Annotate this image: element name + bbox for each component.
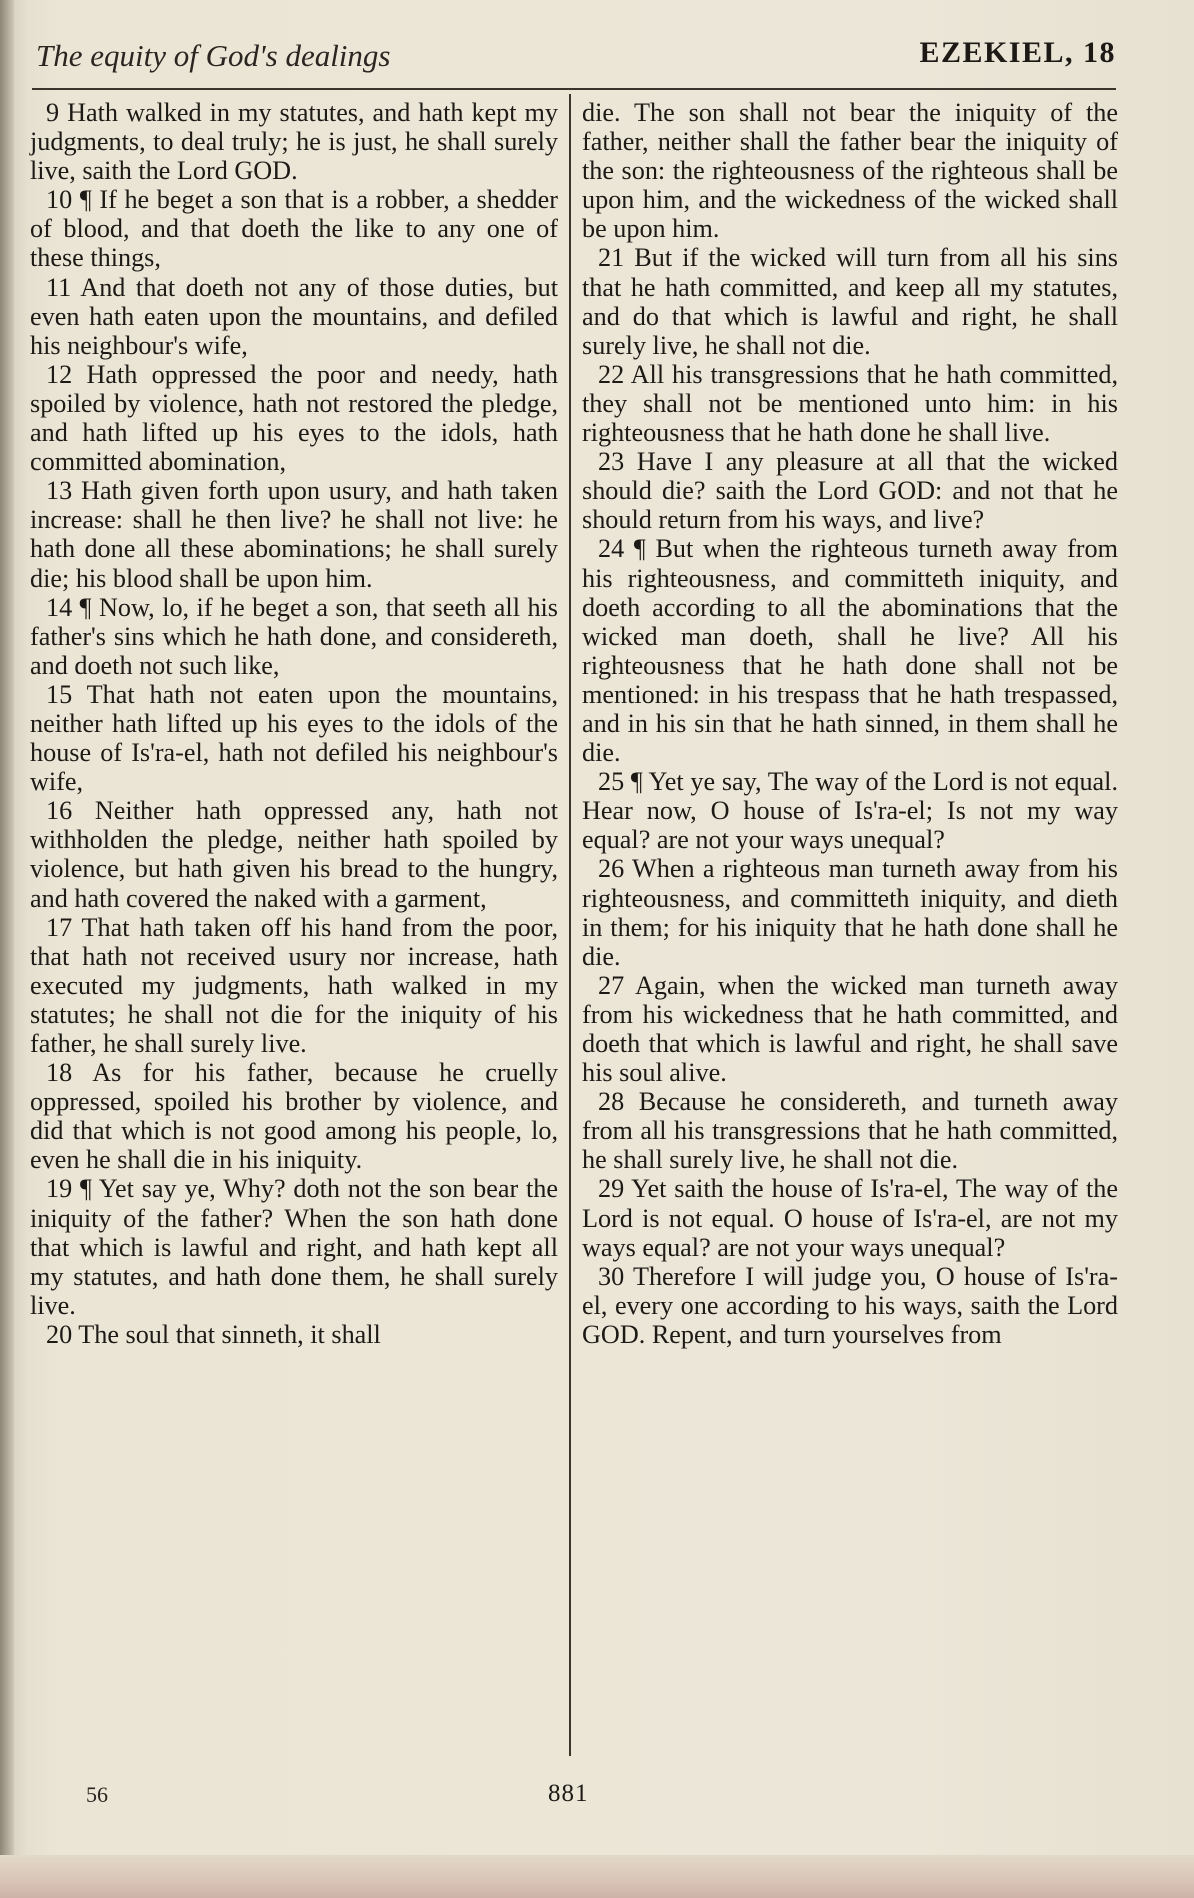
- page-bottom-edge: [0, 1855, 1194, 1898]
- verse-17: 17 That hath taken off his hand from the poor, that hath not received usury nor increase, hath executed my judgments, hath walked in my statutes; he shall not die for the iniquity of his father, he shall surely live.: [30, 912, 558, 1058]
- verse-27: 27 Again, when the wicked man turneth away from his wickedness that he hath committed, and doeth that which is lawful and right, he shall save his soul alive.: [582, 970, 1118, 1088]
- verse-25: 25 ¶ Yet ye say, The way of the Lord is not equal. Hear now, O house of Is'ra-el; Is not my way equal? are not your ways unequal?: [582, 767, 1118, 855]
- verse-15: 15 That hath not eaten upon the mountains, neither hath lifted up his eyes to the idols of the house of Is'ra-el, hath not defiled his neighbour's wife,: [30, 679, 558, 797]
- verse-20-start: 20 The soul that sinneth, it shall: [46, 1319, 381, 1349]
- verse-29: 29 Yet saith the house of Is'ra-el, The way of the Lord is not equal. O house of Is'ra-el, are not my ways equal? are not your ways unequal?: [582, 1174, 1118, 1262]
- running-title: The equity of God's dealings: [36, 38, 391, 73]
- header-rule: [32, 88, 1116, 90]
- right-column: [582, 98, 1118, 1349]
- verse-13: 13 Hath given forth upon usury, and hath taken increase: shall he then live? he shall not live: he hath done all these abominations; he shall surely die; his blood shall be upon him.: [30, 476, 558, 593]
- verse-18: 18 As for his father, because he cruelly oppressed, spoiled his brother by violence, and did that which is not good among his people, lo, even he shall die in his iniquity.: [30, 1058, 558, 1175]
- verse-14: 14 ¶ Now, lo, if he beget a son, that seeth all his father's sins which he hath done, and considereth, and doeth not such like,: [30, 592, 558, 680]
- page-number: 881: [548, 1780, 589, 1807]
- page-header: [36, 34, 1116, 86]
- verse-26: 26 When a righteous man turneth away from his righteousness, and committeth iniquity, and dieth in them; for his iniquity that he hath done shall he die.: [582, 854, 1118, 971]
- column-divider: [569, 94, 571, 1756]
- verse-16: 16 Neither hath oppressed any, hath not withholden the pledge, neither hath spoiled by violence, but hath given his bread to the hungry, and hath covered the naked with a garment,: [30, 796, 558, 913]
- verse-21: 21 But if the wicked will turn from all his sins that he hath committed, and keep all my statutes, and do that which is lawful and right, he shall surely live, he shall not die.: [582, 243, 1118, 360]
- verse-23: 23 Have I any pleasure at all that the wicked should die? saith the Lord GOD: and not that he should return from his ways, and live?: [582, 447, 1118, 535]
- verse-28: 28 Because he considereth, and turneth away from all his transgressions that he hath committed, he shall surely live, he shall not die.: [582, 1087, 1118, 1175]
- verse-30-start: 30 Therefore I will judge you, O house of Is'ra-el, every one according to his ways, saith the Lord GOD. Repent, and turn yourselves from: [582, 1261, 1118, 1349]
- verse-24: 24 ¶ But when the righteous turneth away from his righteousness, and committeth iniquity, and doeth according to all the abominations that the wicked man doeth, shall he live? All his righteousness that he hath done shall not be mentioned: in his trespass that he hath trespassed, and in his sin that he hath sinned, in them shall he die.: [582, 534, 1118, 768]
- verse-19: 19 ¶ Yet say ye, Why? doth not the son bear the iniquity of the father? When the son hath done that which is lawful and right, and hath kept all my statutes, and hath done them, he shall surely live.: [30, 1174, 558, 1320]
- page-gutter-shadow: [0, 0, 14, 1898]
- verse-22: 22 All his transgressions that he hath committed, they shall not be mentioned unto him: in his righteousness that he hath done he shall live.: [582, 359, 1118, 448]
- chapter-reference: EZEKIEL, 18: [919, 36, 1116, 69]
- verse-12: 12 Hath oppressed the poor and needy, hath spoiled by violence, hath not restored the pledge, and hath lifted up his eyes to the idols, hath committed abomination,: [30, 359, 558, 477]
- printer-signature-mark: 56: [86, 1782, 108, 1807]
- left-column: [30, 98, 558, 1349]
- verse-11: 11 And that doeth not any of those duties, but even hath eaten upon the mountains, and defiled his neighbour's wife,: [30, 272, 558, 360]
- verse-20-continuation: die. The son shall not bear the iniquity of the father, neither shall the father bear the iniquity of the son: the righteousness of the righteous shall be upon him, and the wickedness of the wicked shall be upon him.: [582, 98, 1118, 244]
- verse-10: 10 ¶ If he beget a son that is a robber, a shedder of blood, and that doeth the like to any one of these things,: [30, 185, 558, 273]
- verse-9: 9 Hath walked in my statutes, and hath kept my judgments, to deal truly; he is just, he shall surely live, saith the Lord GOD.: [30, 98, 558, 186]
